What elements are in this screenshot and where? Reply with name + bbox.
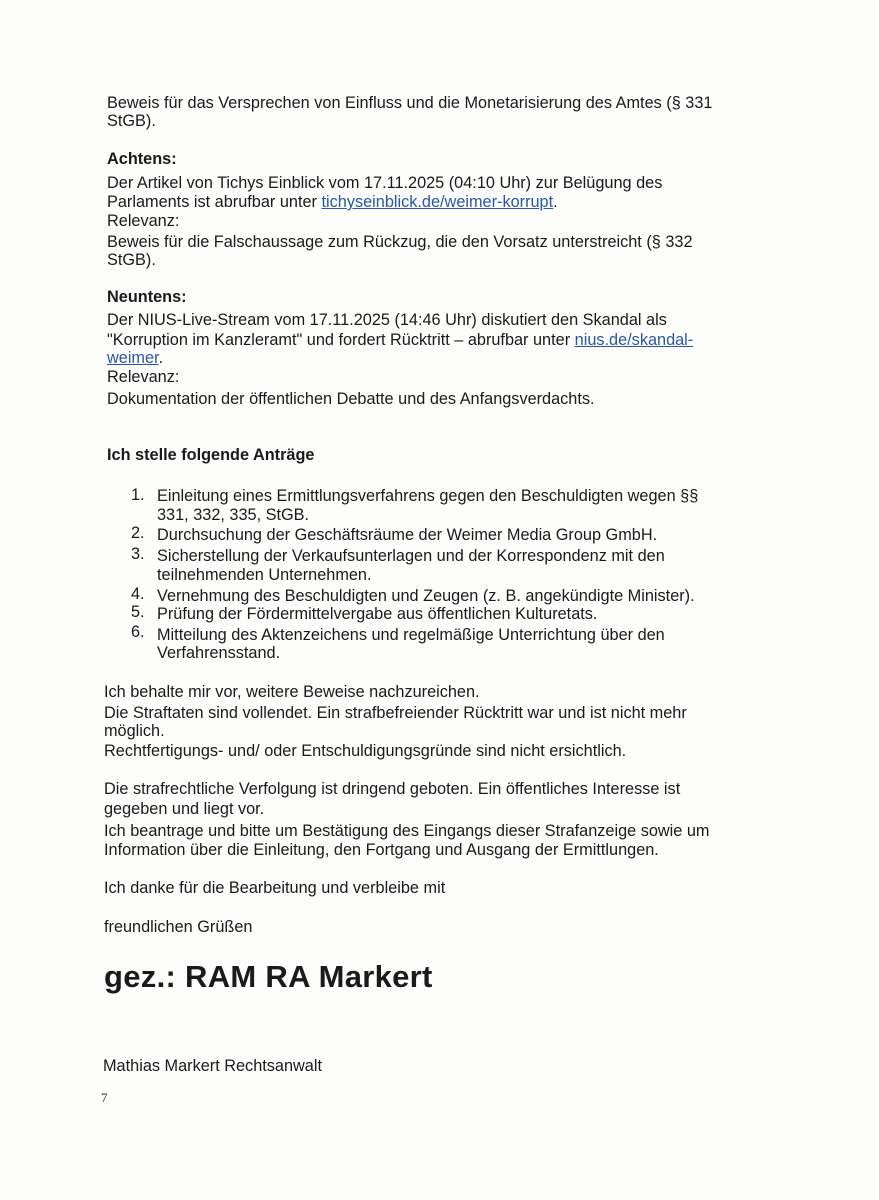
list-item-number: 3. xyxy=(131,545,145,563)
motions-heading: Ich stelle folgende Anträge xyxy=(107,446,315,464)
neuntens-text: "Korruption im Kanzleramt" und fordert Rücktritt – abrufbar unter xyxy=(107,331,575,349)
closing-text: Ich beantrage und bitte um Bestätigung des Eingangs dieser Strafanzeige sowie um xyxy=(104,822,710,840)
relevanz-label: Relevanz: xyxy=(107,368,180,386)
signature: gez.: RAM RA Markert xyxy=(104,959,433,994)
list-item-number: 4. xyxy=(131,585,145,603)
achtens-relevance-line: StGB). xyxy=(107,251,156,269)
neuntens-relevance-line: Dokumentation der öffentlichen Debatte und des Anfangsverdachts. xyxy=(107,390,595,408)
neuntens-text-line xyxy=(107,331,693,350)
closing-text: Ich behalte mir vor, weitere Beweise nachzureichen. xyxy=(104,683,480,701)
closing-text: gegeben und liegt vor. xyxy=(104,800,265,818)
achtens-text-line: Der Artikel von Tichys Einblick vom 17.11.2025 (04:10 Uhr) zur Belügung des xyxy=(107,174,663,192)
closing-text: Information über die Einleitung, den Fortgang und Ausgang der Ermittlungen. xyxy=(104,841,659,859)
list-item-line: Einleitung eines Ermittlungsverfahrens gegen den Beschuldigten wegen §§ xyxy=(157,487,699,505)
period: . xyxy=(158,349,164,367)
list-item-line: Verfahrensstand. xyxy=(157,644,281,662)
list-item-line: 331, 332, 335, StGB. xyxy=(157,506,310,524)
list-item-number: 6. xyxy=(131,623,145,641)
list-item-line: teilnehmenden Unternehmen. xyxy=(157,566,372,584)
nius-link[interactable]: nius.de/skandal- xyxy=(574,331,694,349)
signatory-name: Mathias Markert Rechtsanwalt xyxy=(103,1057,322,1075)
list-item-number: 5. xyxy=(131,603,145,621)
section-heading-achtens: Achtens: xyxy=(107,150,177,168)
nius-link-continued[interactable]: weimer xyxy=(107,349,159,367)
tichyseinblick-link[interactable]: tichyseinblick.de/weimer-korrupt xyxy=(321,193,554,211)
list-item-line: Sicherstellung der Verkaufsunterlagen und der Korrespondenz mit den xyxy=(157,547,665,565)
page-number: 7 xyxy=(101,1090,108,1105)
closing-text: Ich danke für die Bearbeitung und verbleibe mit xyxy=(104,879,446,897)
list-item-number: 2. xyxy=(131,524,145,542)
greeting: freundlichen Grüßen xyxy=(104,918,253,936)
closing-text: Die strafrechtliche Verfolgung ist dringend geboten. Ein öffentliches Interesse ist xyxy=(104,780,681,798)
neuntens-text-line xyxy=(107,349,163,368)
closing-text: Rechtfertigungs- und/ oder Entschuldigungsgründe sind nicht ersichtlich. xyxy=(104,742,627,760)
list-item-line: Durchsuchung der Geschäftsräume der Weimer Media Group GmbH. xyxy=(157,526,658,544)
evidence-relevance-line: StGB). xyxy=(107,112,156,130)
list-item-line: Vernehmung des Beschuldigten und Zeugen (z. B. angekündigte Minister). xyxy=(157,587,695,605)
closing-text: Die Straftaten sind vollendet. Ein strafbefreiender Rücktritt war und ist nicht mehr xyxy=(104,704,687,722)
closing-text: möglich. xyxy=(104,722,165,740)
neuntens-text-line: Der NIUS-Live-Stream vom 17.11.2025 (14:46 Uhr) diskutiert den Skandal als xyxy=(107,311,667,329)
list-item-number: 1. xyxy=(131,486,145,504)
list-item-line: Mitteilung des Aktenzeichens und regelmäßige Unterrichtung über den xyxy=(157,626,665,644)
section-heading-neuntens: Neuntens: xyxy=(107,288,187,306)
evidence-relevance-line: Beweis für das Versprechen von Einfluss und die Monetarisierung des Amtes (§ 331 xyxy=(107,94,713,112)
achtens-relevance-line: Beweis für die Falschaussage zum Rückzug, die den Vorsatz unterstreicht (§ 332 xyxy=(107,233,693,251)
achtens-text: Parlaments ist abrufbar unter xyxy=(107,193,322,211)
relevanz-label: Relevanz: xyxy=(107,212,180,230)
period: . xyxy=(553,193,558,211)
list-item-line: Prüfung der Fördermittelvergabe aus öffentlichen Kulturetats. xyxy=(157,605,598,623)
achtens-text-line xyxy=(107,193,558,212)
